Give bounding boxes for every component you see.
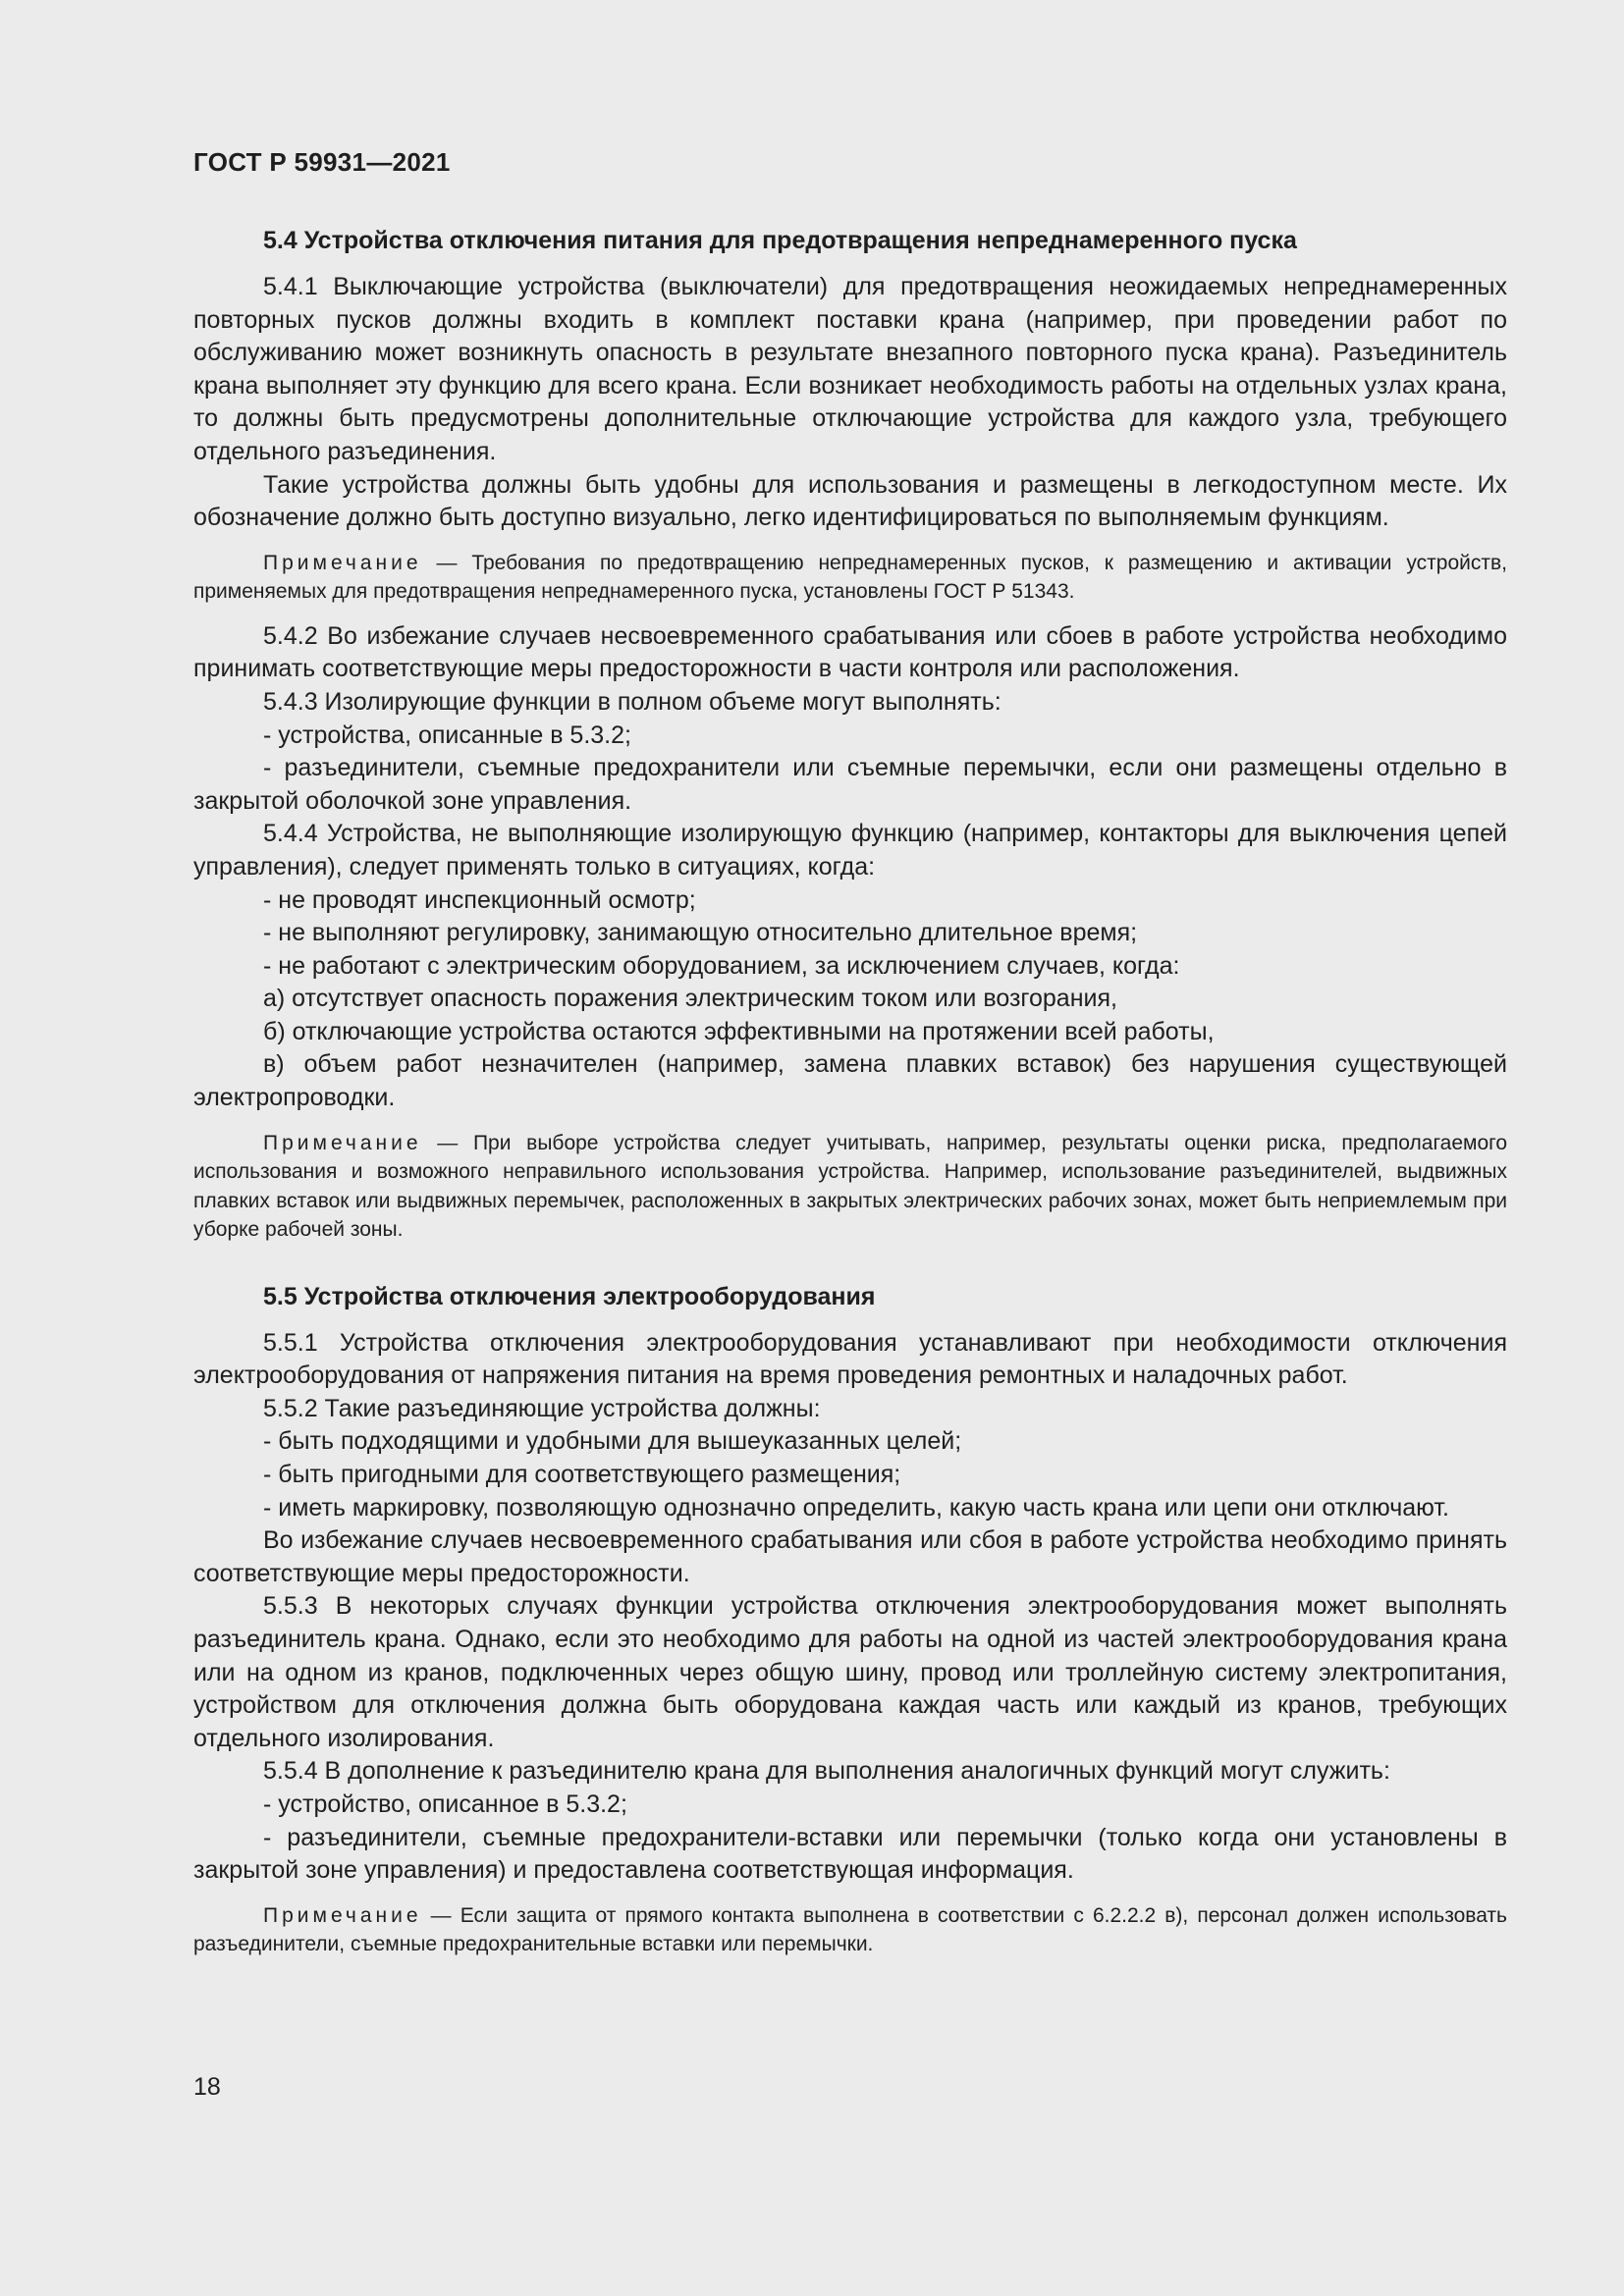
note bbox=[193, 1901, 1507, 1959]
list-item: - разъединители, съемные предохранители или съемные перемычки, если они размещены отдельно в закрытой оболочкой зоне управления. bbox=[193, 754, 1507, 815]
document-body bbox=[193, 224, 1507, 1973]
list-item: - не работают с электрическим оборудованием, за исключением случаев, когда: bbox=[263, 951, 1180, 980]
list-item: а) отсутствует опасность поражения электрическим током или возгорания, bbox=[263, 985, 1117, 1013]
note-label: Примечание bbox=[263, 1131, 422, 1154]
paragraph: 5.4.3 Изолирующие функции в полном объеме могут выполнять: bbox=[263, 687, 1001, 716]
note-label: Примечание bbox=[263, 551, 422, 574]
list-item: б) отключающие устройства остаются эффективными на протяжении всей работы, bbox=[263, 1017, 1215, 1045]
list-item: - не выполняют регулировку, занимающую относительно длительное время; bbox=[263, 919, 1138, 947]
paragraph: 5.4.1 Выключающие устройства (выключатели) для предотвращения неожидаемых непреднамеренных повторных пусков должны входить в комплект поставки крана (например, при проведении работ по обслуживанию может возникнуть опасность в результате внезапного повторного пуска крана). Разъединитель крана выполняет эту функцию для всего крана. Если возникает необходимость работы на отдельных узлах крана, то должны быть предусмотрены дополнительные отключающие устройства для каждого узла, требующего отдельного разъединения. bbox=[193, 273, 1507, 465]
paragraph: 5.5.1 Устройства отключения электрооборудования устанавливают при необходимости отключения электрооборудования от напряжения питания на время проведения ремонтных и наладочных работ. bbox=[193, 1328, 1507, 1390]
note bbox=[193, 549, 1507, 607]
list-item: - не проводят инспекционный осмотр; bbox=[263, 885, 696, 914]
paragraph: Такие устройства должны быть удобны для использования и размещены в легкодоступном месте. Их обозначение должно быть доступно визуально, легко идентифицироваться по выполняемым функциям. bbox=[193, 470, 1507, 532]
paragraph: 5.5.3 В некоторых случаях функции устройства отключения электрооборудования может выполнять разъединитель крана. Однако, если это необходимо для работы на одной из частей электрооборудования крана или на одном из кранов, подключенных через общую шину, провод или троллейную систему электропитания, устройством для отключения должна быть оборудована каждая часть или каждый из кранов, требующих отдельного изолирования. bbox=[193, 1592, 1507, 1752]
paragraph: 5.5.4 В дополнение к разъединителю крана для выполнения аналогичных функций могут служить: bbox=[263, 1757, 1390, 1786]
page-number: 18 bbox=[193, 2073, 221, 2101]
paragraph: Во избежание случаев несвоевременного срабатывания или сбоя в работе устройства необходимо принять соответствующие меры предосторожности. bbox=[193, 1526, 1507, 1587]
note-text: — При выборе устройства следует учитывать, например, результаты оценки риска, предполагаемого использования и возможного неправильного использования устройства. Например, использование разъединителей, выдвижных плавких вставок или выдвижных перемычек, расположенных в закрытых электрических рабочих зонах, может быть неприемлемым при уборке рабочей зоны. bbox=[193, 1131, 1507, 1242]
section-title-5-4: 5.4 Устройства отключения питания для предотвращения непреднамеренного пуска bbox=[263, 227, 1297, 254]
list-item: - устройства, описанные в 5.3.2; bbox=[263, 721, 631, 749]
note bbox=[193, 1129, 1507, 1245]
list-item: - иметь маркировку, позволяющую однозначно определить, какую часть крана или цепи они отключают. bbox=[263, 1493, 1449, 1522]
list-item: - разъединители, съемные предохранители-вставки или перемычки (только когда они установлены в закрытой зоне управления) и предоставлена соответствующая информация. bbox=[193, 1823, 1507, 1885]
note-label: Примечание bbox=[263, 1903, 422, 1927]
list-item: - быть подходящими и удобными для вышеуказанных целей; bbox=[263, 1427, 962, 1456]
document-header: ГОСТ Р 59931—2021 bbox=[193, 147, 451, 177]
note-text: — Если защита от прямого контакта выполнена в соответствии с 6.2.2.2 в), персонал должен использовать разъединители, съемные предохранительные вставки или перемычки. bbox=[193, 1903, 1507, 1956]
paragraph: 5.5.2 Такие разъединяющие устройства должны: bbox=[263, 1394, 821, 1422]
list-item: - быть пригодными для соответствующего размещения; bbox=[263, 1461, 901, 1489]
paragraph: 5.4.4 Устройства, не выполняющие изолирующую функцию (например, контакторы для выключения цепей управления), следует применять только в ситуациях, когда: bbox=[193, 820, 1507, 881]
paragraph: 5.4.2 Во избежание случаев несвоевременного срабатывания или сбоев в работе устройства необходимо принимать соответствующие меры предосторожности в части контроля или расположения. bbox=[193, 621, 1507, 683]
list-item: в) объем работ незначителен (например, замена плавких вставок) без нарушения существующей электропроводки. bbox=[193, 1050, 1507, 1112]
list-item: - устройство, описанное в 5.3.2; bbox=[263, 1789, 627, 1818]
note-text: — Требования по предотвращению непреднамеренных пусков, к размещению и активации устройств, применяемых для предотвращения непреднамеренного пуска, установлены ГОСТ Р 51343. bbox=[193, 551, 1507, 604]
section-title-5-5: 5.5 Устройства отключения электрооборудования bbox=[263, 1282, 876, 1310]
